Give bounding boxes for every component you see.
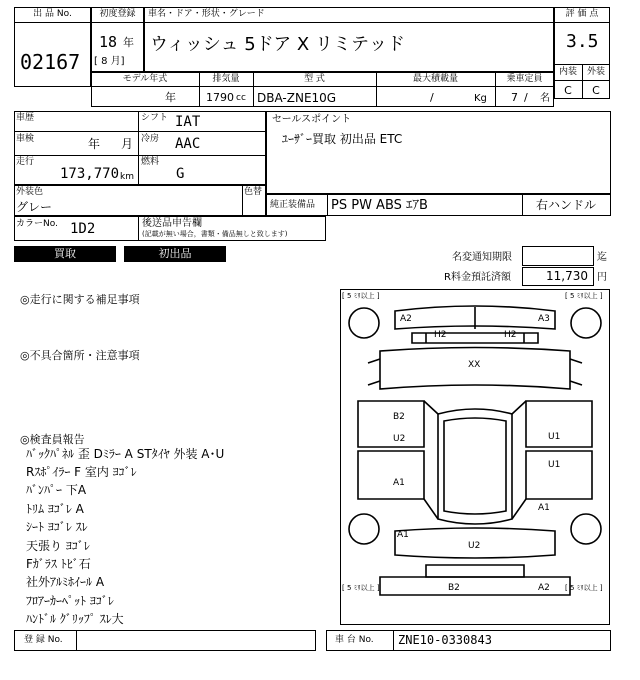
mileage-unit: km: [120, 172, 134, 182]
registration-no-label: 登 録 No.: [24, 635, 63, 645]
model-label: 型 式: [304, 74, 325, 84]
damage-mark: XX: [468, 360, 481, 370]
driving-notes-title: ◎走行に関する補足事項: [20, 293, 140, 306]
shift-value: IAT: [175, 114, 201, 130]
inspector-line: Fｶﾞﾗｽ ﾄﾋﾞ石: [26, 557, 91, 571]
inspector-line: 社外ｱﾙﾐﾎｲｰﾙ A: [26, 575, 105, 589]
model-year-label: モデル年式: [122, 74, 168, 84]
inspection-label: 車検: [16, 134, 35, 144]
ac-label: 冷房: [141, 134, 160, 144]
docs-label: 後送品申告欄: [142, 218, 202, 229]
mileage-value: 173,770: [60, 166, 120, 182]
name-change-unit: 迄: [597, 252, 607, 263]
displacement-value: 1790: [206, 91, 234, 104]
chassis-no-value: ZNE10-0330843: [398, 633, 492, 647]
defect-notes-title: ◎不具合箇所・注意事項: [20, 349, 140, 362]
exterior-label: 外装: [586, 67, 605, 77]
color-label: 外装色: [16, 187, 44, 197]
sales-point-text: ﾕｰｻﾞｰ買取 初出品 ETC: [282, 132, 403, 146]
recycle-label: R料金預託済額: [444, 272, 511, 283]
damage-mark: U1: [548, 432, 561, 442]
damage-mark: U2: [468, 541, 481, 551]
shift-label: シフト: [141, 113, 169, 123]
tag-buyback: 買取: [14, 246, 116, 262]
damage-mark: A1: [397, 530, 409, 540]
car-name: ウィッシュ 5ドア X リミテッド: [150, 34, 405, 55]
chassis-no-label: 車 台 No.: [335, 635, 374, 645]
interior-grade: C: [564, 84, 572, 97]
displacement-unit: cc: [236, 93, 246, 103]
damage-mark: A2: [400, 314, 412, 324]
inspector-line: 天張り ﾖｺﾞﾚ: [26, 539, 90, 553]
equipment-value: PS PW ABS ｴｱB: [331, 198, 428, 213]
score-label: 評 価 点: [565, 9, 599, 19]
name-change-box: [522, 246, 594, 266]
inspector-line: ﾊﾞｯｸﾊﾟﾈﾙ 歪 Dﾐﾗｰ A STﾀｲﾔ 外装 A･U: [26, 447, 225, 461]
inspector-line: ﾊﾞﾝﾊﾟｰ 下A: [26, 483, 87, 497]
damage-mark: H2: [434, 330, 447, 340]
damage-mark: B2: [448, 583, 460, 593]
inspector-line: ﾌﾛｱｰｶｰﾍﾟｯﾄ ﾖｺﾞﾚ: [26, 594, 114, 608]
score-value: 3.5: [566, 31, 599, 52]
capacity-slash: /: [524, 91, 528, 104]
first-registration-year-unit: 年: [123, 36, 134, 49]
tag-first-listing: 初出品: [124, 246, 226, 262]
exterior-grade: C: [592, 84, 600, 97]
recycle-value: 11,730: [546, 269, 588, 283]
color-value: グレー: [16, 200, 53, 214]
fuel-label: 燃料: [141, 157, 160, 167]
color-change-label: 色替: [244, 187, 263, 197]
steering-value: 右ハンドル: [536, 198, 597, 212]
damage-mark: B2: [393, 412, 405, 422]
capacity-unit: 名: [540, 93, 550, 104]
tire-depth-top-left: [ 5 ﾐﾘ以上 ]: [342, 292, 380, 300]
first-registration-year: 18: [99, 33, 118, 51]
displacement-label: 排気量: [212, 74, 240, 84]
inspector-line: ﾊﾝﾄﾞﾙ ｸﾞﾘｯﾌﾟ ｽﾚ大: [26, 612, 124, 626]
inspector-report-title: ◎検査員報告: [20, 433, 85, 446]
damage-mark: A1: [393, 478, 405, 488]
fuel-value: G: [176, 166, 185, 182]
damage-mark: H2: [504, 330, 517, 340]
damage-mark: U1: [548, 460, 561, 470]
first-registration-label: 初度登録: [99, 9, 136, 19]
tire-depth-bottom-right: [ 5 ﾐﾘ以上 ]: [565, 584, 603, 592]
damage-mark: U2: [393, 434, 406, 444]
mileage-label: 走行: [16, 157, 35, 167]
recycle-unit: 円: [597, 272, 607, 283]
max-load-label: 最大積載量: [412, 74, 458, 84]
equipment-label: 純正装備品: [270, 200, 316, 210]
lot-number: 02167: [20, 50, 81, 74]
tire-depth-bottom-left: [ 5 ﾐﾘ以上 ]: [342, 584, 380, 592]
damage-mark: A1: [538, 503, 550, 513]
max-load-unit: Kg: [474, 93, 487, 104]
name-change-label: 名変通知期限: [452, 252, 512, 263]
lot-number-label: 出 品 No.: [33, 9, 72, 19]
car-name-label: 車名・ドア・形状・グレード: [148, 9, 265, 19]
model-value: DBA-ZNE10G: [257, 91, 337, 105]
capacity-value: 7: [511, 91, 518, 104]
tire-depth-top-right: [ 5 ﾐﾘ以上 ]: [565, 292, 603, 300]
damage-mark: A2: [538, 583, 550, 593]
ac-value: AAC: [175, 136, 201, 152]
color-no-value: 1D2: [70, 221, 96, 237]
damage-mark: A3: [538, 314, 550, 324]
inspector-line: ｼｰﾄ ﾖｺﾞﾚ ｽﾚ: [26, 520, 88, 534]
sales-point-label: セールスポイント: [272, 114, 352, 125]
interior-label: 内装: [558, 67, 577, 77]
color-no-label: カラーNo.: [16, 219, 58, 229]
inspector-line: Rｽﾎﾟｲﾗｰ F 室内 ﾖｺﾞﾚ: [26, 465, 137, 479]
inspector-line: ﾄﾘﾑ ﾖｺﾞﾚ A: [26, 502, 84, 516]
car-outline: [340, 289, 610, 625]
docs-note: (記載が無い場合，書類・備品無しと致します): [142, 230, 288, 238]
inspection-month: 月: [121, 137, 134, 151]
first-registration-month: [ 8 月]: [94, 56, 125, 67]
max-load-slash: /: [430, 91, 434, 104]
capacity-label: 乗車定員: [506, 74, 543, 84]
history-label: 車歴: [16, 113, 35, 123]
model-year-unit: 年: [165, 91, 176, 104]
details-left: [14, 111, 266, 185]
inspection-year: 年: [88, 137, 101, 151]
